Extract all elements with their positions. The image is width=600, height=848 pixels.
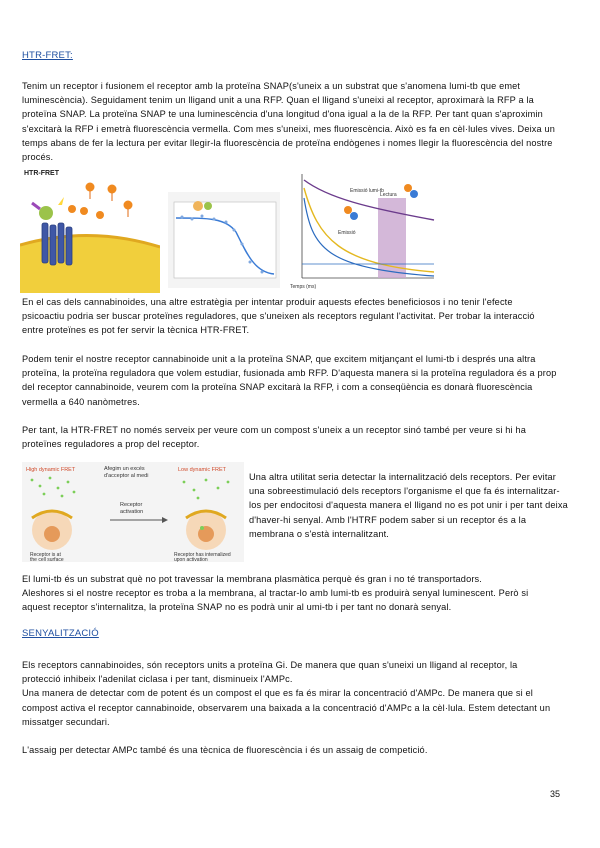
page-number: 35: [549, 789, 560, 799]
paragraph-2: En el cas dels cannabinoides, una altre estratègia per intentar produir aquests efectes beneficiosos i no tenir l'efecte psicoactiu podria ser buscar proteïnes reguladores, que s'uneixen als receptors regulant l'activitat. Per trobar la interacció entre proteïnes es pot fer servir la tècnica HTR-FRET.: [22, 297, 535, 336]
svg-text:Temps (ms): Temps (ms): [290, 284, 317, 290]
svg-text:Receptor has internalized: Receptor has internalized: [174, 552, 231, 558]
svg-text:Low dynamic FRET: Low dynamic FRET: [178, 467, 226, 473]
svg-text:Emissió lumi-tb: Emissió lumi-tb: [350, 188, 384, 194]
svg-text:Afegim un excés: Afegim un excés: [104, 466, 145, 472]
svg-text:HTR-FRET: HTR-FRET: [24, 170, 59, 177]
svg-text:High dynamic FRET: High dynamic FRET: [26, 467, 76, 473]
svg-text:Receptor is at: Receptor is at: [30, 552, 61, 558]
svg-text:upon activation: upon activation: [174, 557, 208, 562]
internalization-diagram: [22, 462, 244, 562]
svg-text:Receptor: Receptor: [120, 502, 143, 508]
htr-fret-diagram: [20, 165, 160, 293]
paragraph-5: Una altra utilitat seria detectar la internalització dels receptors. Per evitar una sobreestimulació dels receptors l'organisme el que fa és internalitzar- los per endocitosi d'aquesta manera el lligand no es pot unir i per tant deixa d'haver-hi senyal. Amb l'HTRF podem saber si un receptor és a la membrana o s'està internalitzant.: [249, 472, 568, 539]
paragraph-7: Els receptors cannabinoides, són receptors units a proteïna Gi. De manera que quan s'uneixi un lligand al receptor, la protecció inhibeix l'adenilat ciclasa i per tant, disminueix l'AMPc. Una manera de detectar com de potent és un compost el que es fa és mirar la concentració d'AMPc. De manera que si el compost activa el receptor cannabinoide, observarem una baixada a la concentració d'AMPc a la cèl·lula. Estem detectant un missatger secundari.: [22, 660, 551, 727]
emission-timecourse-plot: [288, 168, 438, 292]
paragraph-4: Per tant, la HTR-FRET no només serveix per veure com un compost s'uneix a un receptor sinó també per veure si hi ha proteïnes reguladores a prop del receptor.: [22, 425, 526, 450]
svg-text:activation: activation: [120, 509, 144, 515]
binding-curve-plot: [168, 192, 280, 288]
svg-text:Lectura: Lectura: [380, 192, 397, 198]
paragraph-8: L'assaig per detectar AMPc també és una tècnica de fluorescència i és un assaig de competició.: [22, 745, 428, 755]
svg-text:d'acceptor al medi: d'acceptor al medi: [104, 473, 149, 479]
paragraph-1: Tenim un receptor i fusionem el receptor amb la proteïna SNAP(s'uneix a un substrat que s'anomena lumi-tb que emet luminescència). Seguidament tenim un lligand unit a una RFP. Quan el lligand s'uneixi al receptor, aproximarà la RFP a la proteïna SNAP. La proteïna SNAP te una luminescència d'una longitud d'ona igual a la de la RFP. Per tant quan s'aproximin s'excitarà la RFP i emetrà fluorescència vermella. Com mes s'uneixi, mes fluorescència. Això es fa en cèl·lules vives. Deixa un temps abans de fer la lectura per evitar llegir-la fluorescència de proteïna endògenes i nomes llegir la fluorescència del nostre procés.: [22, 81, 556, 163]
svg-text:Emissió: Emissió: [338, 230, 356, 236]
paragraph-6: El lumi-tb és un substrat què no pot travessar la membrana plasmàtica perquè és gran i no té transportadors. Aleshores si el nostre receptor es troba a la membrana, al tractar-lo amb lumi-tb es produirà senyal luminescent. Però si aquest receptor s'internalitza, la proteïna SNAP no es podrà unir al umi-tb i per tant no donarà senyal.: [22, 574, 529, 613]
svg-text:the cell surface: the cell surface: [30, 557, 64, 562]
heading-senyalitzacio: SENYALITZACIÓ: [22, 628, 99, 639]
heading-htr-fret: HTR-FRET:: [22, 50, 73, 61]
paragraph-3: Podem tenir el nostre receptor cannabinoide unit a la proteïna SNAP, que excitem mitjançant el lumi-tb i després una altra proteïna, la proteïna reguladora que volem estudiar, fusionada amb RFP. D'aquesta manera si la proteïna reguladora és a prop del receptor cannabinoide, veurem com la proteïna SNAP excitarà la RFP, i com a conseqüència es donarà fluorescència vermella a 640 nanòmetres.: [22, 354, 557, 407]
